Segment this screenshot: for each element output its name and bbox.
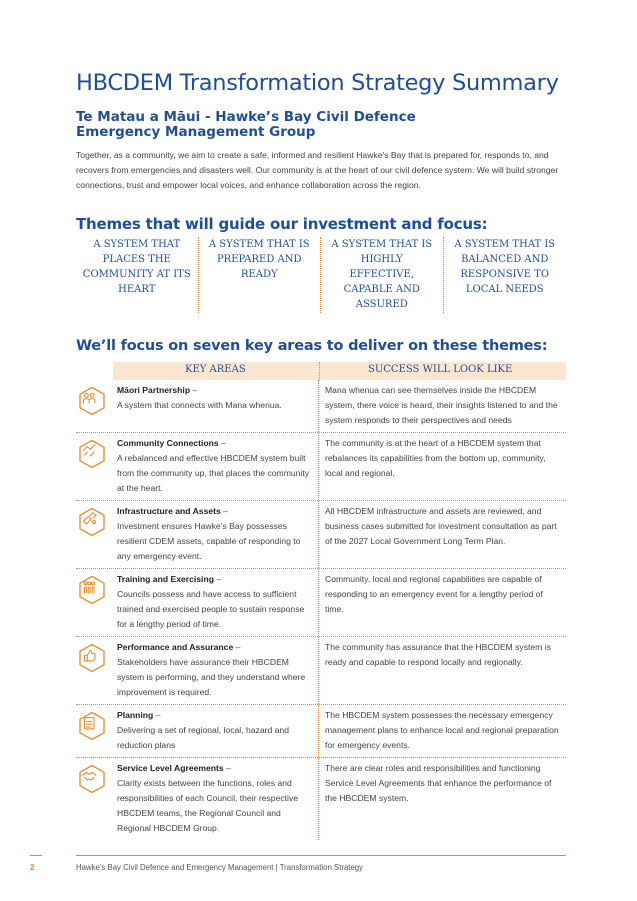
success-cell: All HBCDEM infrastructure and assets are reviewed, and business cases submitted for investment consultation as part of the 2027 Local Government Long Term Plan. — [325, 506, 557, 546]
key-area-dash: – — [153, 710, 161, 720]
key-area-cell — [113, 705, 319, 757]
community-connections-icon — [77, 439, 107, 469]
key-area-name: Community Connections — [117, 438, 219, 448]
table-header — [113, 362, 566, 380]
key-area-dash: – — [223, 763, 231, 773]
key-area-description: Stakeholders have assurance their HBCDEM system is performing, and they understand where improvement is required. — [117, 657, 306, 697]
table-row — [76, 432, 566, 500]
success-cell: Mana whenua can see themselves inside the HBCDEM system, there voice is heard, their insights listened to and the system responds to their perspectives and needs — [325, 385, 558, 425]
key-area-description: A system that connects with Mana whenua. — [117, 400, 282, 410]
page-number: 2 — [30, 863, 35, 872]
key-area-name: Infrastructure and Assets — [117, 506, 221, 516]
row-icon-cell — [76, 501, 113, 568]
intro-paragraph: Together, as a community, we aim to create a safe, informed and resilient Hawke’s Bay that is prepared for, responds to, and recovers from emergencies and disasters well. Our community is at the heart of our civil defence system. We will build stronger connections, trust and empower local voices, and enhance collaboration across the region. — [76, 150, 559, 190]
key-area-description: Delivering a set of regional, local, hazard and reduction plans — [117, 725, 289, 750]
key-area-cell — [113, 637, 319, 704]
key-area-description: Councils possess and have access to sufficient trained and exercised people to sustain response for a lengthy period of time. — [117, 589, 305, 629]
key-area-name: Planning — [117, 710, 154, 720]
row-icon-cell — [76, 758, 113, 840]
key-area-cell — [113, 380, 319, 432]
success-cell: The community is at the heart of a HBCDEM system that rebalances its capabilities from the bottom up, community, local and regional. — [325, 438, 546, 478]
success-cell: The HBCDEM system possesses the necessary emergency management plans to enhance local and regional preparation for emergency events. — [325, 710, 559, 750]
table-row — [76, 568, 566, 636]
table-row — [76, 380, 566, 432]
key-area-cell — [113, 433, 319, 500]
key-area-dash: – — [190, 385, 198, 395]
thumbs-up-icon — [77, 643, 107, 673]
key-areas-table — [76, 362, 566, 840]
key-area-name: Service Level Agreements — [117, 763, 224, 773]
theme-item: A SYSTEM THAT PLACES THE COMMUNITY AT ITS HEART — [76, 237, 199, 313]
theme-item: A SYSTEM THAT IS BALANCED AND RESPONSIVE TO LOCAL NEEDS — [454, 239, 556, 295]
row-icon-cell — [76, 705, 113, 757]
page-subtitle: Te Matau a Māui - Hawke’s Bay Civil Defence Emergency Management Group — [76, 109, 416, 140]
column-header-key-areas: KEY AREAS — [185, 364, 246, 375]
row-icon-cell — [76, 569, 113, 636]
row-icon-cell — [76, 380, 113, 432]
key-area-dash: – — [213, 574, 222, 584]
column-header-success: SUCCESS WILL LOOK LIKE — [368, 364, 513, 375]
key-area-dash: – — [220, 506, 228, 516]
key-areas-heading: We’ll focus on seven key areas to deliver on these themes: — [76, 338, 548, 354]
themes-heading: Themes that will guide our investment and focus: — [76, 215, 488, 233]
row-icon-cell — [76, 637, 113, 704]
key-area-dash: – — [233, 642, 241, 652]
table-row — [76, 636, 566, 704]
theme-item: A SYSTEM THAT IS PREPARED AND READY — [199, 237, 322, 313]
table-row — [76, 500, 566, 568]
key-area-cell — [113, 569, 319, 636]
people-group-icon — [77, 386, 107, 416]
footer-rule-left — [30, 855, 42, 856]
training-exercising-icon — [77, 575, 107, 605]
table-row — [76, 757, 566, 840]
key-area-dash: – — [218, 438, 226, 448]
key-area-description: Clarity exists between the functions, roles and responsibilities of each Council, their respective HBCDEM teams, the Regional Council and Regional HBCDEM Group. — [117, 778, 299, 833]
planning-document-icon — [77, 711, 107, 741]
handshake-icon — [77, 764, 107, 794]
row-icon-cell — [76, 433, 113, 500]
success-cell: The community has assurance that the HBCDEM system is ready and capable to respond locally and regionally. — [325, 642, 551, 667]
key-area-description: Investment ensures Hawke’s Bay possesses resilient CDEM assets, capable of responding to any emergency event. — [117, 521, 301, 561]
table-row — [76, 704, 566, 757]
key-area-cell — [113, 758, 319, 840]
success-cell: Community, local and regional capabilities are capable of responding to an emergency event for a lengthy period of time. — [325, 574, 543, 614]
themes-list — [76, 237, 566, 313]
key-area-name: Māori Partnership — [117, 385, 191, 395]
key-area-cell — [113, 501, 319, 568]
key-area-name: Training and Exercising — [117, 574, 214, 584]
table-body — [76, 380, 566, 840]
footer-text: Hawke’s Bay Civil Defence and Emergency Management | Transformation Strategy — [76, 863, 364, 872]
infrastructure-assets-icon — [77, 507, 107, 537]
success-cell: There are clear roles and responsibilities and functioning Service Level Agreements that enhance the performance of the HBCDEM system. — [325, 763, 552, 803]
key-area-name: Performance and Assurance — [117, 642, 234, 652]
theme-item: A SYSTEM THAT IS HIGHLY EFFECTIVE, CAPABLE AND ASSURED — [321, 237, 444, 313]
key-area-description: A rebalanced and effective HBCDEM system built from the community up, that places the community at the heart. — [117, 453, 310, 493]
page-title: HBCDEM Transformation Strategy Summary — [76, 70, 559, 96]
footer-rule — [76, 855, 566, 856]
